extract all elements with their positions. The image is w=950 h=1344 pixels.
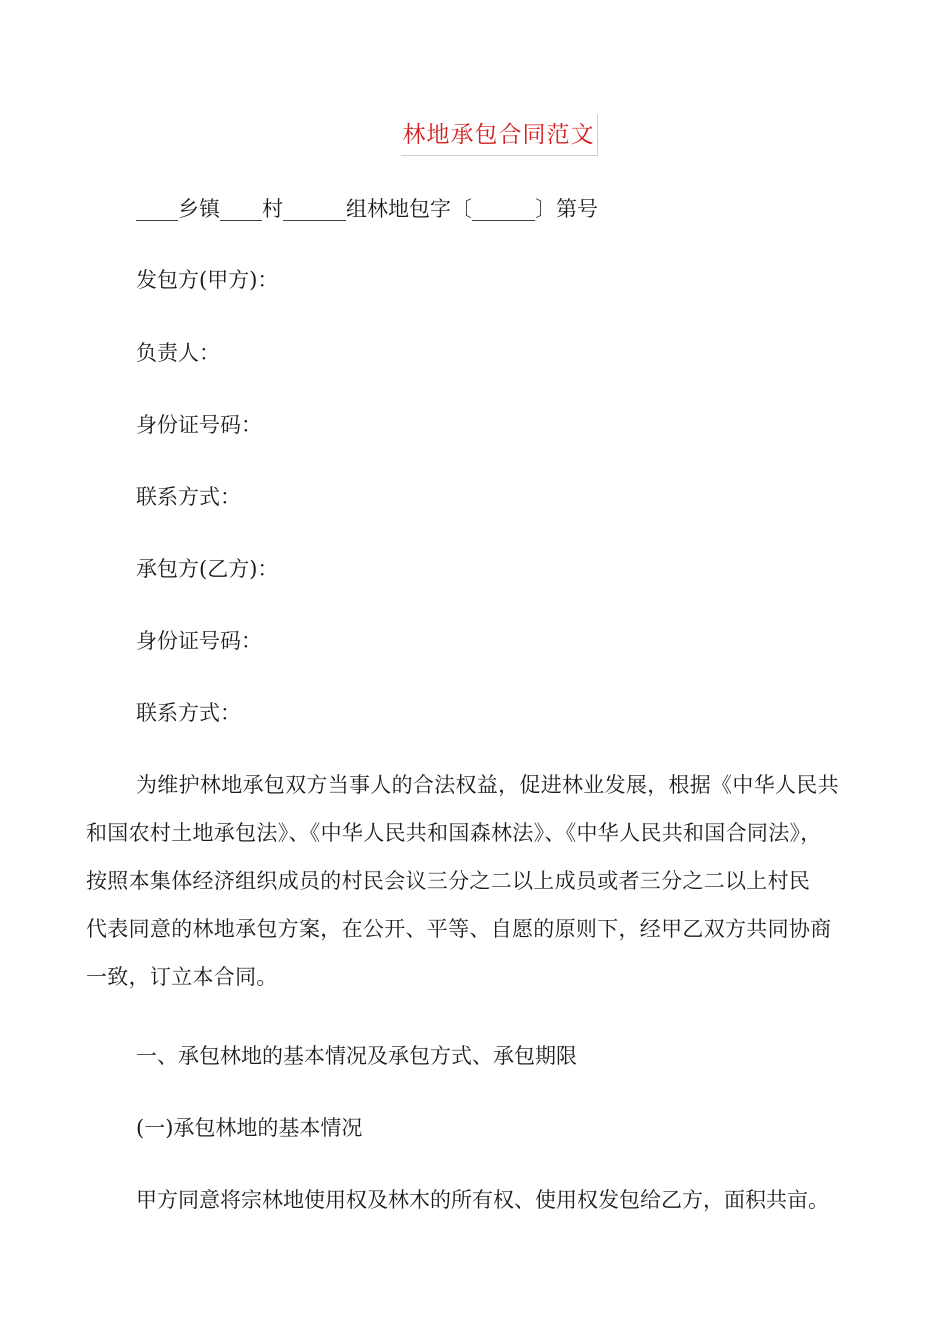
preamble-line: 按照本集体经济组织成员的村民会议三分之二以上成员或者三分之二以上村民 bbox=[86, 869, 811, 893]
id-number-b-label: 身份证号码： bbox=[136, 629, 262, 653]
preamble-line: 一致，订立本合同。 bbox=[86, 965, 278, 989]
party-b-label: 承包方(乙方)： bbox=[136, 557, 279, 581]
contact-b-label: 联系方式： bbox=[136, 701, 241, 725]
contract-reference-line: ____乡镇____村______组林地包字〔______〕第号 bbox=[136, 197, 598, 221]
contact-a-label: 联系方式： bbox=[136, 485, 241, 509]
preamble-paragraph bbox=[86, 761, 866, 1001]
id-number-a-label: 身份证号码： bbox=[136, 413, 262, 437]
subsection-1-text: 甲方同意将宗林地使用权及林木的所有权、使用权发包给乙方，面积共亩。 bbox=[136, 1188, 829, 1212]
subsection-1-heading: (一)承包林地的基本情况 bbox=[136, 1116, 363, 1140]
section-1-heading: 一、承包林地的基本情况及承包方式、承包期限 bbox=[136, 1044, 577, 1068]
person-in-charge-label: 负责人： bbox=[136, 341, 220, 365]
preamble-line: 代表同意的林地承包方案，在公开、平等、自愿的原则下，经甲乙双方共同协商 bbox=[86, 917, 832, 941]
title-wrap bbox=[0, 114, 950, 156]
party-a-label: 发包方(甲方)： bbox=[136, 268, 279, 292]
document-title: 林地承包合同范文 bbox=[401, 114, 598, 156]
preamble-line: 和国农村土地承包法》、《中华人民共和国森林法》、《中华人民共和国合同法》， bbox=[86, 821, 822, 845]
preamble-line: 为维护林地承包双方当事人的合法权益，促进林业发展，根据《中华人民共 bbox=[136, 773, 839, 797]
